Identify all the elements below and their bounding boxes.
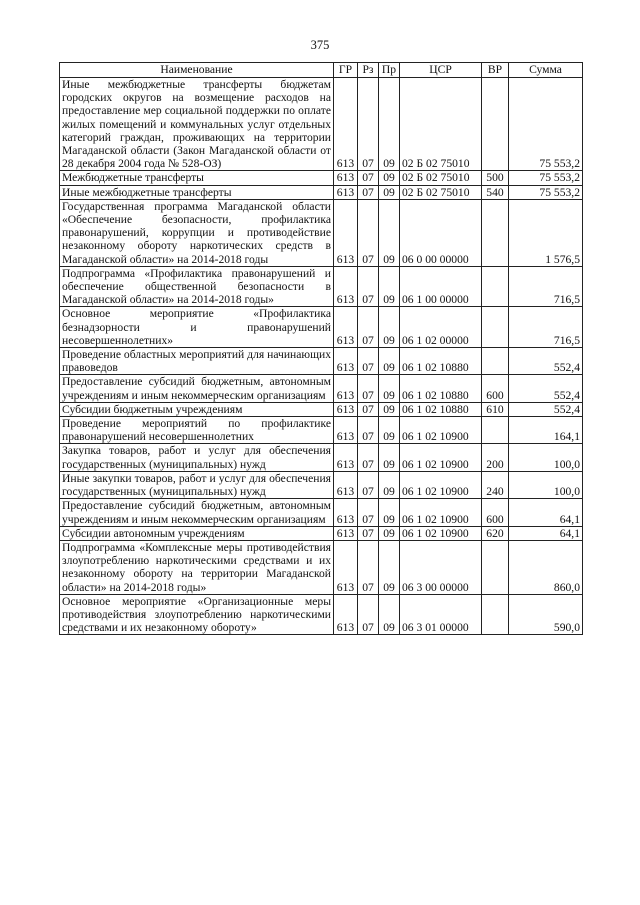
row-pr: 09: [379, 375, 400, 402]
table-row: [60, 526, 583, 540]
table-body: [60, 78, 583, 635]
table-row: [60, 444, 583, 471]
header-vr: ВР: [482, 63, 509, 78]
row-rz: 07: [358, 375, 379, 402]
row-gr: 613: [334, 417, 358, 444]
row-name: Предоставление субсидий бюджетным, автономным учреждениям и иным некоммерческим организациям: [60, 499, 334, 526]
row-rz: 07: [358, 78, 379, 171]
row-vr: 600: [482, 375, 509, 402]
row-name: Подпрограмма «Комплексные меры противодействия злоупотреблению наркотическими средствами и их незаконному обороту на территории Магаданской области» на 2014-2018 годы»: [60, 540, 334, 594]
row-pr: 09: [379, 307, 400, 348]
table-header-row: [60, 63, 583, 78]
row-pr: 09: [379, 171, 400, 185]
row-csr: 06 1 02 10900: [400, 499, 482, 526]
row-rz: 07: [358, 348, 379, 375]
row-csr: 06 3 00 00000: [400, 540, 482, 594]
row-pr: 09: [379, 444, 400, 471]
table-row: [60, 417, 583, 444]
row-vr: [482, 307, 509, 348]
table-row: [60, 375, 583, 402]
row-name: Субсидии автономным учреждениям: [60, 526, 334, 540]
row-gr: 613: [334, 375, 358, 402]
row-rz: 07: [358, 171, 379, 185]
row-gr: 613: [334, 266, 358, 307]
row-name: Иные межбюджетные трансферты: [60, 185, 334, 199]
row-csr: 02 Б 02 75010: [400, 171, 482, 185]
row-gr: 613: [334, 471, 358, 498]
row-pr: 09: [379, 199, 400, 266]
row-sum: 716,5: [509, 307, 583, 348]
row-rz: 07: [358, 540, 379, 594]
row-vr: [482, 199, 509, 266]
row-sum: 75 553,2: [509, 185, 583, 199]
row-rz: 07: [358, 526, 379, 540]
row-name: Подпрограмма «Профилактика правонарушений и обеспечение общественной безопасности в Магаданской области» на 2014-2018 годы»: [60, 266, 334, 307]
row-vr: 600: [482, 499, 509, 526]
row-vr: 540: [482, 185, 509, 199]
row-sum: 590,0: [509, 594, 583, 635]
row-vr: 610: [482, 402, 509, 416]
row-name: Иные межбюджетные трансферты бюджетам городских округов на возмещение расходов на предоставление мер социальной поддержки по оплате жилых помещений и коммунальных услуг отдельных категорий граждан, проживающих на территории Магаданской области (Закон Магаданской области от 28 декабря 2004 года № 528-ОЗ): [60, 78, 334, 171]
header-rz: Рз: [358, 63, 379, 78]
table-row: [60, 471, 583, 498]
row-rz: 07: [358, 199, 379, 266]
row-pr: 09: [379, 417, 400, 444]
row-csr: 06 1 02 10880: [400, 402, 482, 416]
row-vr: [482, 348, 509, 375]
row-name: Закупка товаров, работ и услуг для обеспечения государственных (муниципальных) нужд: [60, 444, 334, 471]
row-csr: 02 Б 02 75010: [400, 185, 482, 199]
row-rz: 07: [358, 471, 379, 498]
row-vr: [482, 594, 509, 635]
row-sum: 1 576,5: [509, 199, 583, 266]
header-name: Наименование: [60, 63, 334, 78]
row-rz: 07: [358, 266, 379, 307]
row-pr: 09: [379, 526, 400, 540]
table-row: [60, 499, 583, 526]
row-gr: 613: [334, 171, 358, 185]
row-pr: 09: [379, 540, 400, 594]
row-csr: 06 0 00 00000: [400, 199, 482, 266]
table-row: [60, 185, 583, 199]
header-pr: Пр: [379, 63, 400, 78]
table-row: [60, 199, 583, 266]
row-csr: 06 1 02 10880: [400, 348, 482, 375]
row-rz: 07: [358, 402, 379, 416]
row-csr: 06 1 02 10880: [400, 375, 482, 402]
row-pr: 09: [379, 471, 400, 498]
row-csr: 06 1 00 00000: [400, 266, 482, 307]
row-sum: 75 553,2: [509, 78, 583, 171]
row-name: Основное мероприятие «Организационные меры противодействия злоупотреблению наркотическими средствами и их незаконному обороту»: [60, 594, 334, 635]
header-csr: ЦСР: [400, 63, 482, 78]
header-sum: Сумма: [509, 63, 583, 78]
row-csr: 06 1 02 10900: [400, 417, 482, 444]
row-gr: 613: [334, 78, 358, 171]
row-name: Проведение мероприятий по профилактике правонарушений несовершеннолетних: [60, 417, 334, 444]
row-vr: 200: [482, 444, 509, 471]
row-sum: 552,4: [509, 348, 583, 375]
row-rz: 07: [358, 185, 379, 199]
row-gr: 613: [334, 526, 358, 540]
row-csr: 02 Б 02 75010: [400, 78, 482, 171]
row-csr: 06 1 02 00000: [400, 307, 482, 348]
row-rz: 07: [358, 499, 379, 526]
row-pr: 09: [379, 499, 400, 526]
budget-table: [59, 62, 583, 635]
row-sum: 552,4: [509, 402, 583, 416]
row-pr: 09: [379, 78, 400, 171]
row-sum: 552,4: [509, 375, 583, 402]
row-pr: 09: [379, 266, 400, 307]
header-gr: ГР: [334, 63, 358, 78]
table-row: [60, 348, 583, 375]
row-csr: 06 3 01 00000: [400, 594, 482, 635]
row-rz: 07: [358, 417, 379, 444]
row-gr: 613: [334, 499, 358, 526]
row-sum: 100,0: [509, 471, 583, 498]
row-csr: 06 1 02 10900: [400, 471, 482, 498]
table-row: [60, 402, 583, 416]
row-name: Проведение областных мероприятий для начинающих правоведов: [60, 348, 334, 375]
table-row: [60, 171, 583, 185]
row-csr: 06 1 02 10900: [400, 526, 482, 540]
row-gr: 613: [334, 540, 358, 594]
row-pr: 09: [379, 185, 400, 199]
row-sum: 64,1: [509, 526, 583, 540]
row-pr: 09: [379, 594, 400, 635]
row-gr: 613: [334, 185, 358, 199]
row-vr: [482, 417, 509, 444]
row-gr: 613: [334, 402, 358, 416]
row-vr: 240: [482, 471, 509, 498]
row-rz: 07: [358, 444, 379, 471]
page-number: 375: [310, 38, 330, 52]
row-csr: 06 1 02 10900: [400, 444, 482, 471]
row-sum: 100,0: [509, 444, 583, 471]
row-gr: 613: [334, 199, 358, 266]
row-rz: 07: [358, 307, 379, 348]
row-sum: 164,1: [509, 417, 583, 444]
row-rz: 07: [358, 594, 379, 635]
row-sum: 860,0: [509, 540, 583, 594]
row-name: Предоставление субсидий бюджетным, автономным учреждениям и иным некоммерческим организациям: [60, 375, 334, 402]
table-row: [60, 307, 583, 348]
row-sum: 75 553,2: [509, 171, 583, 185]
row-pr: 09: [379, 402, 400, 416]
row-name: Основное мероприятие «Профилактика безнадзорности и правонарушений несовершеннолетних»: [60, 307, 334, 348]
table-row: [60, 540, 583, 594]
row-gr: 613: [334, 594, 358, 635]
row-name: Межбюджетные трансферты: [60, 171, 334, 185]
row-vr: [482, 266, 509, 307]
row-name: Субсидии бюджетным учреждениям: [60, 402, 334, 416]
row-vr: 620: [482, 526, 509, 540]
table-row: [60, 78, 583, 171]
row-gr: 613: [334, 307, 358, 348]
row-sum: 64,1: [509, 499, 583, 526]
row-gr: 613: [334, 444, 358, 471]
row-vr: 500: [482, 171, 509, 185]
row-name: Государственная программа Магаданской области «Обеспечение безопасности, профилактика правонарушений, коррупции и противодействие незаконному обороту наркотических средств в Магаданской области» на 2014-2018 годы: [60, 199, 334, 266]
row-gr: 613: [334, 348, 358, 375]
row-vr: [482, 78, 509, 171]
row-pr: 09: [379, 348, 400, 375]
table-row: [60, 594, 583, 635]
row-vr: [482, 540, 509, 594]
row-name: Иные закупки товаров, работ и услуг для обеспечения государственных (муниципальных) нужд: [60, 471, 334, 498]
table-row: [60, 266, 583, 307]
row-sum: 716,5: [509, 266, 583, 307]
